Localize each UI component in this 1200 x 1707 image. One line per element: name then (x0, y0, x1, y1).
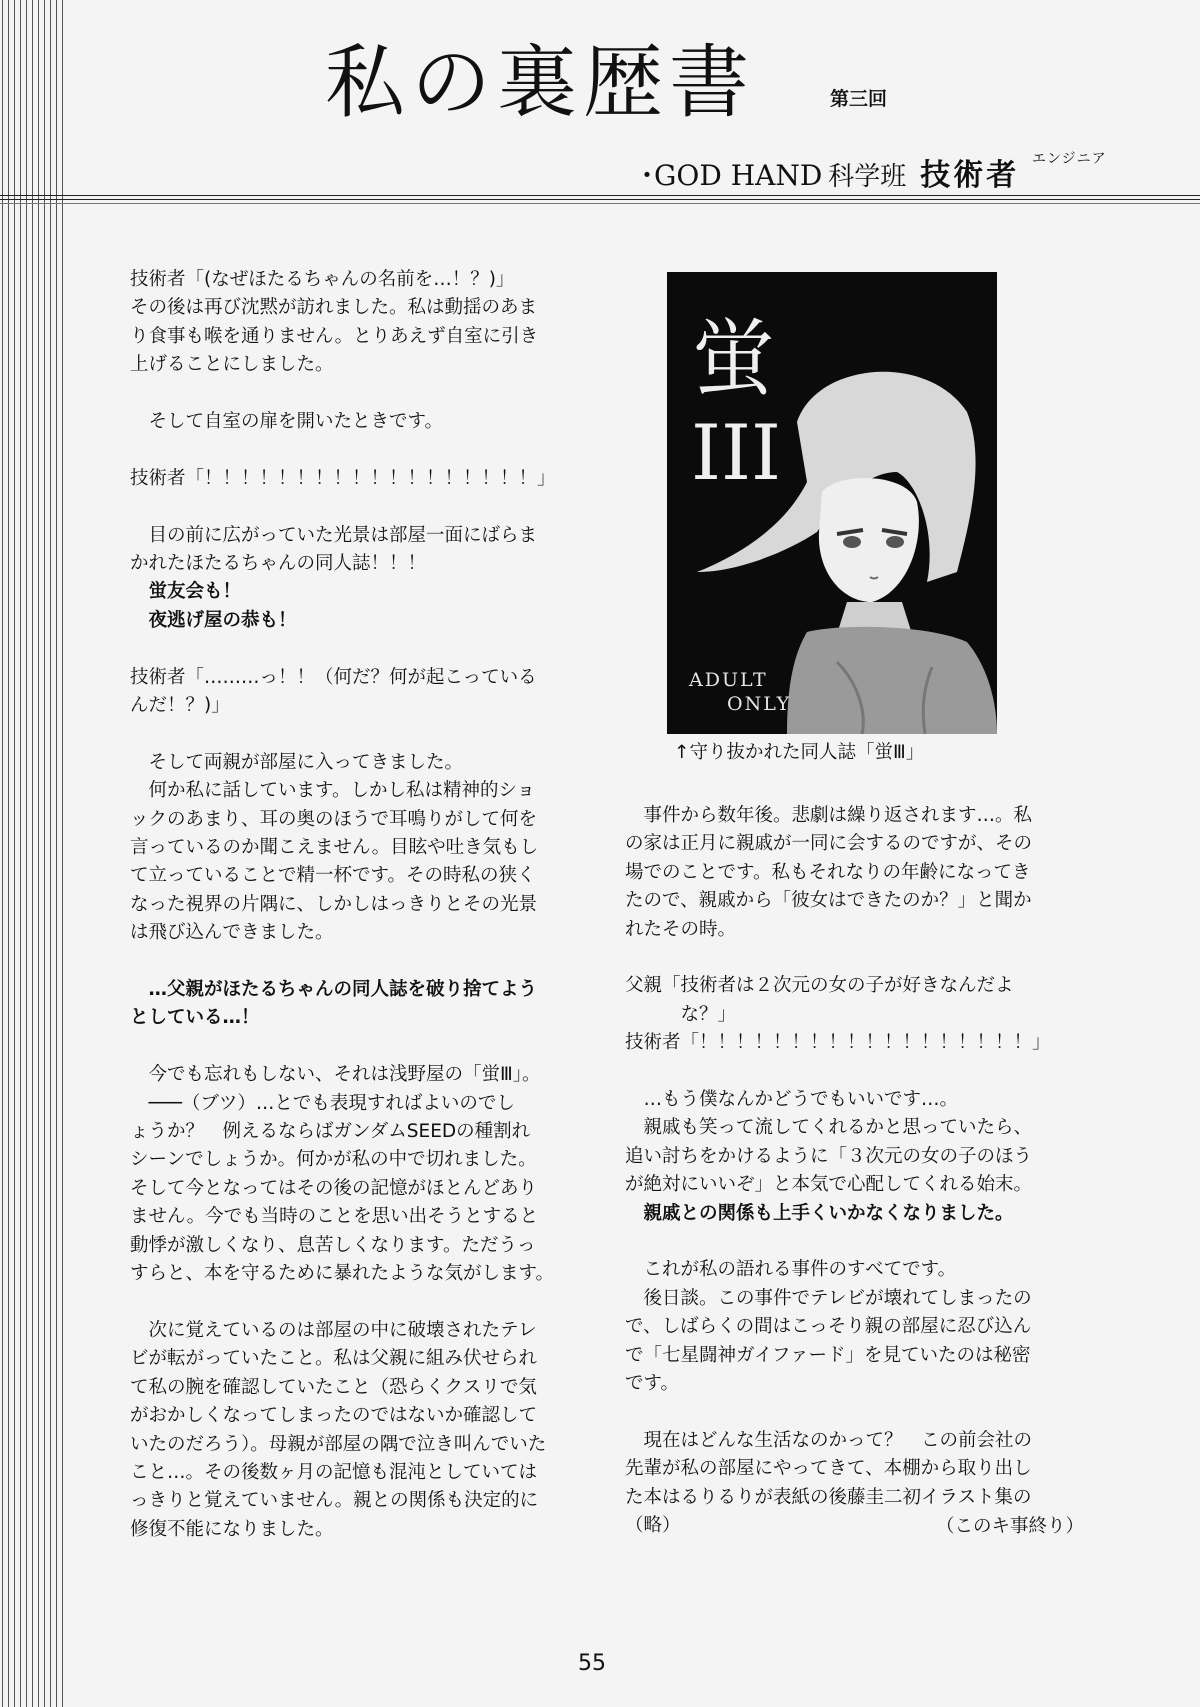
text-line: かれたほたるちゃんの同人誌！！！ (130, 553, 427, 575)
text-line: その後は再び沈黙が訪れました。私は動揺のあま (130, 297, 538, 319)
paragraph-gap (625, 1058, 1095, 1086)
cover-numeral: III (691, 408, 782, 497)
text-line: で、しばらくの間はこっそり親の部屋に忍び込ん (625, 1316, 1032, 1338)
text-line: 後日談。この事件でテレビが壊れてしまったの (625, 1287, 1032, 1309)
text-line: たので、親戚から「彼女はできたのか？」と聞か (625, 890, 1032, 912)
text-line: シーンでしょうか。何かが私の中で切れました。 (130, 1149, 537, 1171)
text-line: 場でのことです。私もそれなりの年齢になってき (625, 861, 1031, 883)
text-line: ょうか？ 例えるならばガンダムSEEDの種割れ (130, 1121, 531, 1143)
figure-caption: ↑守り抜かれた同人誌「蛍Ⅲ」 (674, 742, 925, 763)
text-line: 蛍友会も！ (130, 581, 242, 603)
cover-only-label: ONLY (727, 693, 792, 715)
text-line: 次に覚えているのは部屋の中に破壊されたテレ (130, 1319, 537, 1341)
text-line: り食事も喉を通りません。とりあえず自室に引き (130, 325, 539, 347)
text-line: 技術者「………っ！！（何だ？何が起こっている (130, 666, 537, 688)
header-rule-1 (0, 195, 1200, 196)
text-line: れたその時。 (625, 918, 737, 940)
text-line: 追い討ちをかけるように「３次元の女の子のほう (625, 1145, 1033, 1167)
paragraph-gap (625, 1228, 1095, 1256)
paragraph-gap (130, 493, 600, 521)
text-line: 技術者「！！！！！！！！！！！！！！！！！！」 (625, 1032, 1051, 1054)
text-line: ───（ブツ）…とでも表現すればよいのでし (130, 1092, 515, 1114)
text-line: そして今となってはその後の記憶がほとんどあり (130, 1177, 538, 1199)
text-line: いたのだろう）。母親が部屋の隅で泣き叫んでいた (130, 1433, 547, 1455)
text-line: すらと、本を守るために暴れたような気がします。 (130, 1263, 555, 1285)
text-line: 父親「技術者は２次元の女の子が好きなんだよ (625, 975, 1014, 997)
text-line: 上げることにしました。 (130, 354, 334, 376)
text-line: 今でも忘れもしない、それは浅野屋の「蛍Ⅲ」。 (130, 1064, 541, 1086)
header-rule-3 (0, 203, 1200, 204)
text-line: としている…！ (130, 1007, 260, 1029)
text-line: 夜逃げ屋の恭も！ (130, 609, 297, 631)
text-line: 親戚も笑って流してくれるかと思っていたら、 (625, 1117, 1033, 1139)
paragraph-gap (130, 436, 600, 464)
text-line: て立っていることで精一杯です。その時私の狭く (130, 865, 536, 887)
text-line: て私の腕を確認していたこと（恐らくクスリで気 (130, 1376, 537, 1398)
text-line: 技術者「！！！！！！！！！！！！！！！！！！」 (130, 467, 556, 489)
page-title: 私の裏歴書 (325, 36, 755, 129)
byline-team: 科学班 (828, 162, 907, 192)
text-line: ックのあまり、耳の奥のほうで耳鳴りがして何を (130, 808, 538, 830)
text-line: 親戚との関係も上手くいかなくなりました。 (625, 1202, 1014, 1224)
paragraph-gap (130, 380, 600, 408)
text-line: っきりと覚えていません。親との関係も決定的に (130, 1490, 539, 1512)
text-line: た本はるりるりが表紙の後藤圭二初イラスト集の (625, 1486, 1032, 1508)
header-rule-2 (0, 199, 1200, 200)
text-line: （略） (625, 1515, 681, 1537)
text-line: なった視界の片隅に、しかしはっきりとその光景 (130, 893, 538, 915)
text-line: は飛び込んできました。 (130, 922, 334, 944)
paragraph-gap (130, 948, 600, 976)
issue-label: 第三回 (830, 88, 888, 110)
text-line: ません。今でも当時のことを思い出そうとすると (130, 1206, 539, 1228)
left-text-column (130, 266, 600, 1544)
paragraph-gap (130, 1033, 600, 1061)
text-line: そして自室の扉を開いたときです。 (130, 411, 444, 433)
text-line: 現在はどんな生活なのかって？ この前会社の (625, 1429, 1033, 1451)
text-line: これが私の語れる事件のすべてです。 (625, 1259, 957, 1281)
page-number: 55 (578, 1651, 606, 1676)
byline-dot: ･ (640, 159, 655, 192)
doujinshi-cover-image (667, 272, 997, 734)
text-line: ビが転がっていたこと。私は父親に組み伏せられ (130, 1348, 538, 1370)
paragraph-gap (130, 635, 600, 663)
text-line: な？」 (625, 1003, 737, 1025)
byline (640, 158, 1019, 195)
byline-role: 技術者 (920, 158, 1020, 193)
cover-adult-label: ADULT (689, 669, 768, 691)
text-line: 言っているのか聞こえません。目眩や吐き気もし (130, 837, 539, 859)
paragraph-gap (130, 1289, 600, 1317)
text-line: が絶対にいいぞ」と本気で心配してくれる始末。 (625, 1174, 1033, 1196)
text-line: …父親がほたるちゃんの同人誌を破り捨てよう (130, 979, 538, 1001)
text-line: 修復不能になりました。 (130, 1518, 334, 1540)
left-margin-lines (0, 0, 70, 1707)
text-line: 何か私に話しています。しかし私は精神的ショ (130, 780, 536, 802)
text-line: 動悸が激しくなり、息苦しくなります。ただうっ (130, 1234, 536, 1256)
text-line: んだ！？)」 (130, 695, 230, 717)
text-line: そして両親が部屋に入ってきました。 (130, 751, 464, 773)
right-text-column (625, 802, 1095, 1541)
article-end-note: （このキ事終り） (936, 1516, 1085, 1537)
paragraph-gap (625, 944, 1095, 972)
text-line: で「七星闘神ガイファード」を見ていたのは秘密 (625, 1344, 1031, 1366)
text-line: …もう僕なんかどうでもいいです…。 (625, 1089, 959, 1111)
text-line: 目の前に広がっていた光景は部屋一面にばらま (130, 524, 538, 546)
role-ruby: エンジニア (1032, 151, 1107, 167)
text-line: 先輩が私の部屋にやってきて、本棚から取り出し (625, 1458, 1032, 1480)
cover-title: 蛍 (690, 310, 775, 408)
text-line: の家は正月に親戚が一同に会するのですが、その (625, 833, 1033, 855)
paragraph-gap (130, 720, 600, 748)
text-line: 技術者「(なぜほたるちゃんの名前を…！？)」 (130, 269, 515, 290)
paragraph-gap (625, 1398, 1095, 1426)
text-line: 事件から数年後。悲劇は繰り返されます…。私 (625, 805, 1033, 826)
text-line: です。 (625, 1373, 680, 1395)
byline-group: GOD HAND (654, 159, 823, 192)
text-line: こと…。その後数ヶ月の記憶も混沌としていては (130, 1461, 538, 1483)
text-line: がおかしくなってしまったのではないか確認して (130, 1405, 538, 1427)
